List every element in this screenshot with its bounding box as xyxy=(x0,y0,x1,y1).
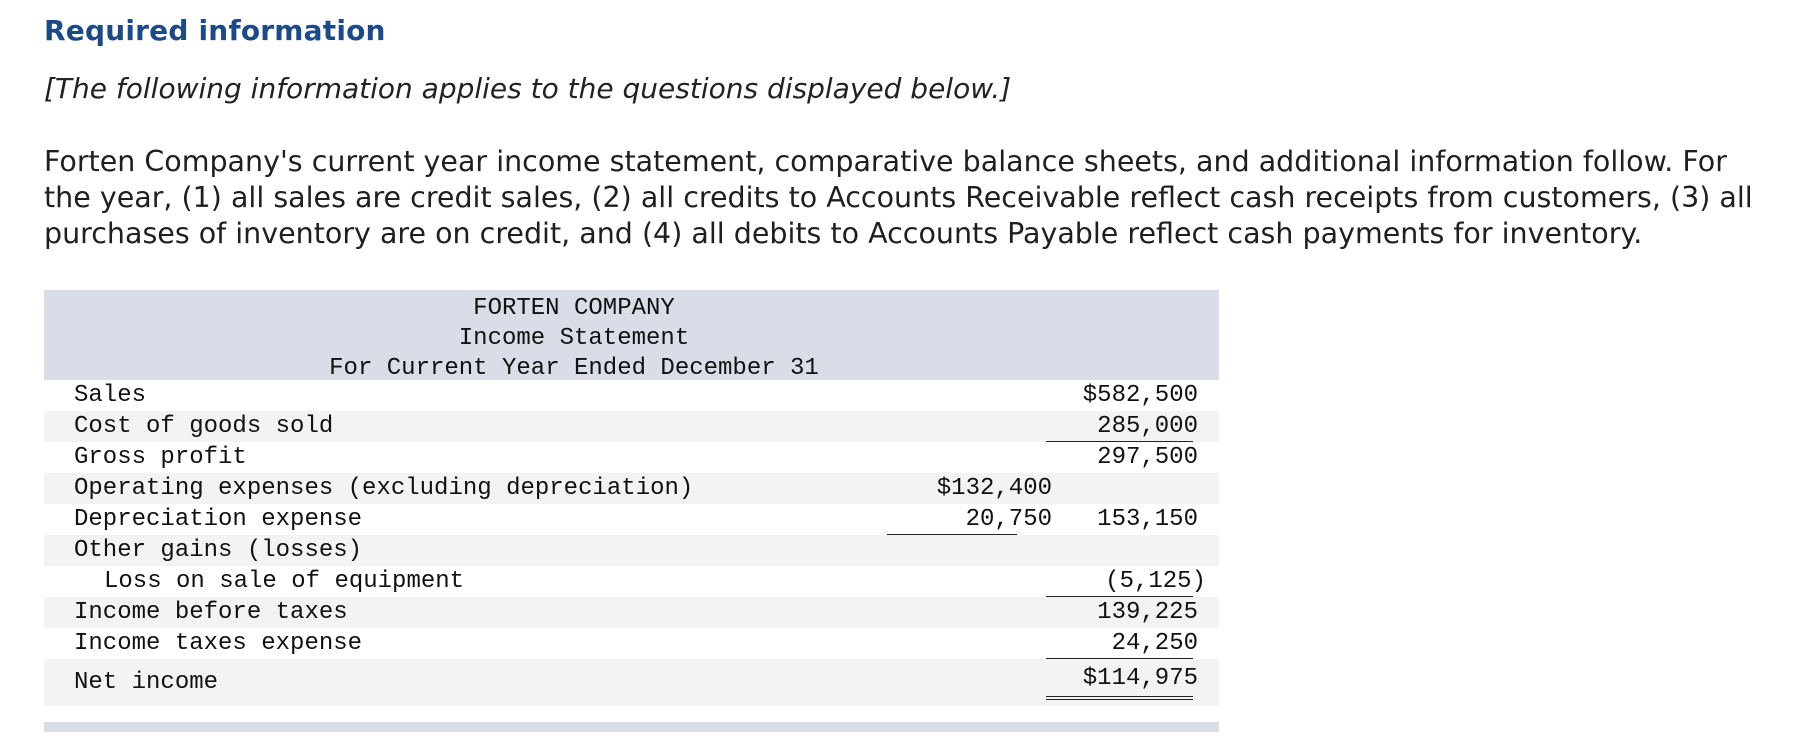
amount-total: 139,225 xyxy=(1097,599,1198,626)
row-label: Other gains (losses) xyxy=(74,537,363,564)
instruction-note: [The following information applies to the questions displayed below.] xyxy=(44,72,1012,105)
required-information-heading: Required information xyxy=(44,14,386,47)
double-underline-rule xyxy=(1046,696,1193,700)
intro-paragraph: Forten Company's current year income statement, comparative balance sheets, and additional information follow. For the year, (1) all sales are credit sales, (2) all credits to Accounts Receivable reflect cash receipts from customers, (3) all purchases of inventory are on credit, and (4) all debits to Accounts Payable reflect cash payments for inventory. xyxy=(44,145,1753,250)
row-label: Cost of goods sold xyxy=(74,413,334,440)
amount-total: (5,125) xyxy=(1105,568,1206,595)
table-row xyxy=(44,504,1219,535)
row-label: Depreciation expense xyxy=(74,506,363,533)
row-label: Gross profit xyxy=(74,444,247,471)
table-row xyxy=(44,566,1219,597)
row-label: Income before taxes xyxy=(74,599,348,626)
table-row xyxy=(44,659,1219,706)
amount-total: 24,250 xyxy=(1111,630,1198,657)
table-row xyxy=(44,597,1219,628)
row-label: Net income xyxy=(74,669,219,696)
table-row xyxy=(44,411,1219,442)
row-label: Loss on sale of equipment xyxy=(104,568,465,595)
row-label: Operating expenses (excluding depreciation) xyxy=(74,475,694,502)
amount-total: 297,500 xyxy=(1097,444,1198,471)
table-row xyxy=(44,628,1219,659)
statement-period: For Current Year Ended December 31 xyxy=(329,355,819,382)
statement-header xyxy=(44,290,1219,380)
amount-total: $582,500 xyxy=(1082,382,1198,409)
amount-total: 153,150 xyxy=(1097,506,1198,533)
amount-total: $114,975 xyxy=(1082,665,1198,692)
amount-detail: 20,750 xyxy=(965,506,1052,533)
amount-detail: $132,400 xyxy=(936,475,1052,502)
company-name: FORTEN COMPANY xyxy=(473,295,675,322)
table-footer-bar xyxy=(44,722,1219,732)
table-row xyxy=(44,380,1219,411)
table-row xyxy=(44,535,1219,566)
row-label: Sales xyxy=(74,382,147,409)
statement-title: Income Statement xyxy=(458,325,690,352)
row-label: Income taxes expense xyxy=(74,630,363,657)
table-row xyxy=(44,473,1219,504)
amount-total: 285,000 xyxy=(1097,413,1198,440)
table-row xyxy=(44,442,1219,473)
income-statement-table xyxy=(44,290,1219,706)
